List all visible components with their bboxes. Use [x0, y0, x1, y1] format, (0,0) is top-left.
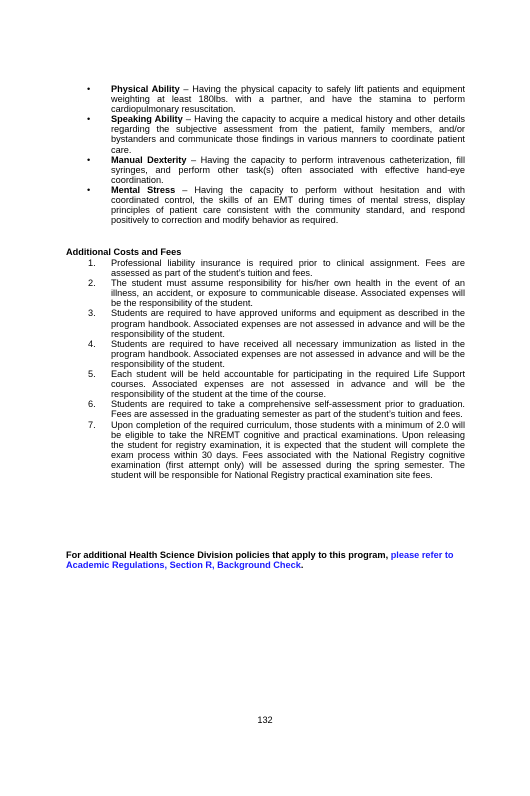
- list-item: [87, 278, 465, 308]
- bullet-term: Physical Ability: [111, 84, 180, 94]
- list-item: [87, 258, 465, 278]
- list-text: Students are required to have received all necessary immunization as listed in the program handbook. Associated expenses are not assessed in advance and will be the responsibility of the student.: [111, 338, 465, 369]
- bullet-item-manual-dexterity: [87, 155, 465, 185]
- list-text: Students are required to have approved uniforms and equipment as described in the program handbook. Associated expenses are not assessed in advance and will be the responsibility of the student.: [111, 308, 465, 339]
- list-item: [87, 420, 465, 481]
- list-number: 7.: [88, 419, 96, 430]
- policy-note-end: .: [300, 560, 304, 571]
- list-item: [87, 339, 465, 369]
- list-number: 1.: [88, 258, 96, 268]
- list-text: Upon completion of the required curriculum, those students with a minimum of 2.0 will be eligible to take the NREMT cognitive and practical examinations. Upon releasing the student for registry examination, it is expected that the student will complete the exam process within 30 days. Fees associated with the National Registry cognitive examination (first attempt only) will be assessed during the spring semester. The student will be responsible for National Registry practical examination site fees.: [111, 419, 465, 480]
- page-number: 132: [257, 715, 273, 725]
- bullet-icon: •: [87, 154, 91, 165]
- list-text: The student must assume responsibility for his/her own health in the event of an illness, an accident, or exposure to communicable disease. Associated expenses will be the responsibility of the student.: [111, 278, 465, 309]
- list-item: [87, 308, 465, 338]
- list-text: Professional liability insurance is required prior to clinical assignment. Fees are assessed as part of the student’s tuition and fees.: [111, 258, 465, 279]
- bullet-text: – Having the physical capacity to safely lift patients and equipment weighting at least 180lbs. with a partner, and have the stamina to perform cardiopulmonary resuscitation.: [111, 84, 465, 115]
- policy-note-text: For additional Health Science Division policies that apply to this program,: [66, 550, 391, 560]
- list-number: 3.: [88, 308, 96, 319]
- bullet-text: – Having the capacity to perform without hesitation and with coordinated control, the skills of an EMT during times of mental stress, display principles of patient care consistent with the community standard, and respond positively to correction and modify behavior as required.: [111, 184, 465, 226]
- list-number: 6.: [88, 399, 96, 410]
- bullet-text: – Having the capacity to acquire a medical history and other details regarding the subjective assessment from the patient, family members, and/or bystanders and communicate those findings in various manners to coordinate patient care.: [111, 114, 465, 155]
- bullet-term: Speaking Ability: [111, 114, 183, 125]
- bullet-icon: •: [87, 84, 91, 94]
- list-number: 4.: [88, 338, 96, 349]
- bullet-item-physical-ability: [87, 84, 465, 114]
- list-text: Students are required to take a comprehensive self-assessment prior to graduation. Fees are assessed in the graduating semester as part of the student’s tuition and fees.: [111, 399, 465, 420]
- list-item: [87, 369, 465, 399]
- costs-numbered-list: [87, 258, 465, 480]
- list-text: Each student will be held accountable for participating in the required Life Support courses. Associated expenses are not assessed in advance and will be the responsibility of the student at the time of the course.: [111, 369, 465, 400]
- list-number: 2.: [88, 278, 96, 289]
- bullet-item-speaking-ability: [87, 114, 465, 154]
- bullet-text: – Having the capacity to perform intravenous catheterization, fill syringes, and perform other task(s) often associated with effective hand-eye coordination.: [111, 154, 465, 185]
- bullet-icon: •: [87, 114, 91, 125]
- policy-note: [66, 550, 466, 570]
- bullet-icon: •: [87, 184, 91, 195]
- list-item: [87, 399, 465, 419]
- academic-regulations-link[interactable]: please refer to Academic Regulations, Section R, Background Check: [66, 550, 454, 571]
- bullet-item-mental-stress: [87, 185, 465, 225]
- bullet-term: Manual Dexterity: [111, 154, 187, 165]
- section-title-additional-costs: Additional Costs and Fees: [66, 247, 182, 257]
- bullet-term: Mental Stress: [111, 184, 176, 195]
- list-number: 5.: [88, 369, 96, 380]
- ability-bullet-list: [87, 84, 465, 225]
